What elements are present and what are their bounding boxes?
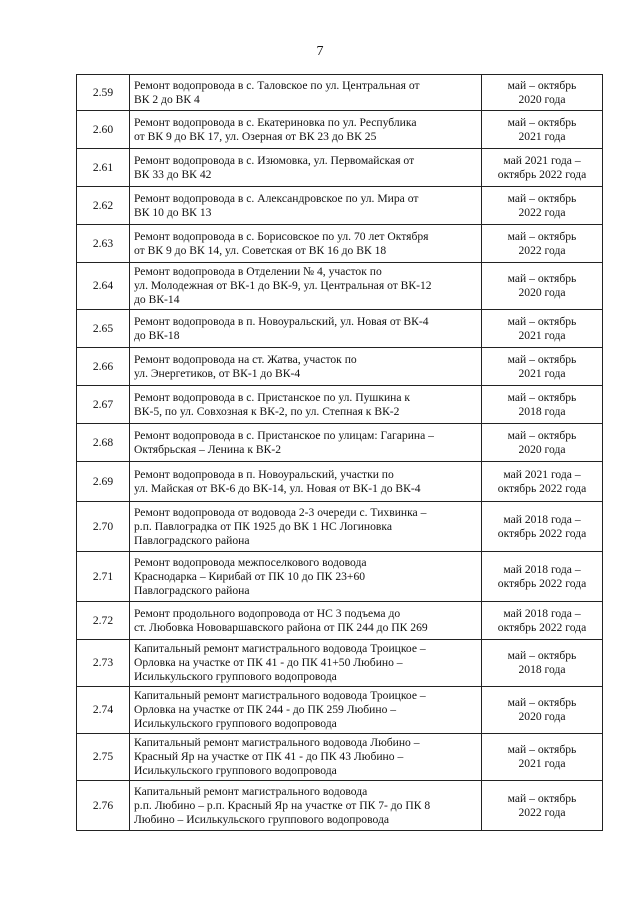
work-description-line: ул. Майская от ВК-6 до ВК-14, ул. Новая от ВК-1 до ВК-4 xyxy=(134,481,421,495)
work-description-line: Ремонт водопровода в п. Новоуральский, ул. Новая от ВК-4 xyxy=(134,314,429,328)
work-description-line: от ВК 9 до ВК 14, ул. Советская от ВК 16 до ВК 18 xyxy=(134,243,387,257)
work-term-line: октябрь 2022 года xyxy=(497,167,587,181)
table-row xyxy=(77,552,603,602)
row-number-cell: 2.74 xyxy=(77,687,130,734)
work-description-cell xyxy=(130,149,482,187)
work-term-line: май – октябрь xyxy=(507,428,577,442)
row-number-cell: 2.62 xyxy=(77,187,130,225)
work-term-line: май 2021 года – xyxy=(503,467,581,481)
work-description-line: Октябрьская – Ленина к ВК-2 xyxy=(134,442,281,456)
work-description-cell xyxy=(130,111,482,149)
work-term-line: 2021 года xyxy=(518,129,566,143)
table-row xyxy=(77,462,603,502)
work-description-cell xyxy=(130,462,482,502)
work-term-line: 2021 года xyxy=(518,757,566,770)
work-description-cell xyxy=(130,781,482,831)
work-term-line: май – октябрь xyxy=(507,272,577,285)
work-term-cell xyxy=(482,687,603,734)
work-description-line: Ремонт водопровода в с. Пристанское по улицам: Гагарина – xyxy=(134,428,434,442)
work-term-line: 2020 года xyxy=(518,442,566,456)
work-term-cell xyxy=(482,424,603,462)
work-description-line: Ремонт водопровода в с. Борисовское по ул. 70 лет Октября xyxy=(134,229,429,243)
work-description-cell xyxy=(130,187,482,225)
work-description-cell xyxy=(130,225,482,263)
table-row xyxy=(77,187,603,225)
work-description-cell xyxy=(130,424,482,462)
work-description-cell xyxy=(130,502,482,552)
work-description-line: Исилькульского группового водопровода xyxy=(134,717,337,730)
work-term-line: 2022 года xyxy=(518,805,566,819)
work-term-line: май – октябрь xyxy=(507,115,577,129)
work-term-cell xyxy=(482,263,603,310)
work-term-line: май – октябрь xyxy=(507,78,577,92)
row-number-cell: 2.65 xyxy=(77,310,130,348)
work-description-cell xyxy=(130,310,482,348)
work-term-line: 2020 года xyxy=(518,286,566,299)
work-term-line: май – октябрь xyxy=(507,314,577,328)
work-term-cell xyxy=(482,386,603,424)
work-description-line: до ВК-18 xyxy=(134,328,180,342)
work-description-line: Павлоградского района xyxy=(134,533,250,547)
row-number-cell: 2.69 xyxy=(77,462,130,502)
work-description-line: Ремонт водопровода в с. Таловское по ул. Центральная от xyxy=(134,78,420,92)
row-number-cell: 2.73 xyxy=(77,640,130,687)
table-row xyxy=(77,502,603,552)
row-number-cell: 2.72 xyxy=(77,602,130,640)
work-term-line: октябрь 2022 года xyxy=(497,620,587,634)
table-row xyxy=(77,263,603,310)
work-term-cell xyxy=(482,552,603,602)
row-number-cell: 2.70 xyxy=(77,502,130,552)
work-term-line: май – октябрь xyxy=(507,649,577,662)
row-number-cell: 2.68 xyxy=(77,424,130,462)
work-term-line: май – октябрь xyxy=(507,390,577,404)
table-row xyxy=(77,225,603,263)
table-row xyxy=(77,386,603,424)
row-number-cell: 2.71 xyxy=(77,552,130,602)
work-term-cell xyxy=(482,75,603,111)
work-term-cell xyxy=(482,602,603,640)
work-description-cell xyxy=(130,552,482,602)
work-description-line: р.п. Павлоградка от ПК 1925 до ВК 1 НС Логиновка xyxy=(134,519,392,533)
table-row xyxy=(77,781,603,831)
table-row xyxy=(77,111,603,149)
work-description-line: ВК 10 до ВК 13 xyxy=(134,205,212,219)
work-description-line: ул. Молодежная от ВК-1 до ВК-9, ул. Центральная от ВК-12 xyxy=(134,279,432,292)
table-row xyxy=(77,640,603,687)
work-term-line: 2021 года xyxy=(518,366,566,380)
work-term-cell xyxy=(482,225,603,263)
work-term-line: май – октябрь xyxy=(507,696,577,709)
work-term-line: май 2021 года – xyxy=(503,153,581,167)
work-description-cell xyxy=(130,386,482,424)
work-description-line: Ремонт водопровода в с. Александровское по ул. Мира от xyxy=(134,191,419,205)
work-description-line: Капитальный ремонт магистрального водовода Троицкое – xyxy=(134,689,426,702)
row-number-cell: 2.76 xyxy=(77,781,130,831)
work-description-line: Ремонт водопровода на ст. Жатва, участок по xyxy=(134,352,357,366)
work-description-line: Павлоградского района xyxy=(134,583,250,597)
work-term-line: 2022 года xyxy=(518,243,566,257)
table-row xyxy=(77,734,603,781)
work-term-line: 2020 года xyxy=(518,710,566,723)
row-number-cell: 2.64 xyxy=(77,263,130,310)
page-number: 7 xyxy=(316,44,324,59)
work-description-line: Любино – Исилькульского группового водопровода xyxy=(134,812,390,826)
work-description-line: Орловка на участке от ПК 244 - до ПК 259 Любино – xyxy=(134,703,397,716)
work-term-cell xyxy=(482,462,603,502)
row-number-cell: 2.61 xyxy=(77,149,130,187)
table-body xyxy=(77,75,603,831)
work-term-cell xyxy=(482,640,603,687)
work-description-line: Исилькульского группового водопровода xyxy=(134,764,337,777)
work-term-line: май – октябрь xyxy=(507,352,577,366)
work-term-line: май – октябрь xyxy=(507,191,577,205)
work-term-line: май – октябрь xyxy=(507,229,577,243)
row-number-cell: 2.59 xyxy=(77,75,130,111)
work-term-line: 2022 года xyxy=(518,205,566,219)
work-description-line: от ВК 9 до ВК 17, ул. Озерная от ВК 23 до ВК 25 xyxy=(134,129,377,143)
table-row xyxy=(77,149,603,187)
work-term-line: май 2018 года – xyxy=(503,562,581,576)
work-description-line: до ВК-14 xyxy=(134,293,180,306)
work-description-line: Ремонт водопровода в с. Пристанское по ул. Пушкина к xyxy=(134,390,411,404)
work-term-line: октябрь 2022 года xyxy=(497,481,587,495)
works-table xyxy=(76,74,603,831)
table-row xyxy=(77,424,603,462)
work-description-cell xyxy=(130,687,482,734)
work-description-line: р.п. Любино – р.п. Красный Яр на участке от ПК 7- до ПК 8 xyxy=(134,798,431,812)
work-term-cell xyxy=(482,781,603,831)
work-description-line: ВК 33 до ВК 42 xyxy=(134,167,212,181)
table-row xyxy=(77,687,603,734)
work-term-line: 2018 года xyxy=(518,663,566,676)
work-term-cell xyxy=(482,734,603,781)
work-description-line: ул. Энергетиков, от ВК-1 до ВК-4 xyxy=(134,366,301,380)
work-description-line: Исилькульского группового водопровода xyxy=(134,670,337,683)
work-term-cell xyxy=(482,111,603,149)
work-description-line: Красный Яр на участке от ПК 41 - до ПК 43 Любино – xyxy=(134,750,404,763)
work-description-line: Ремонт водопровода в Отделении № 4, участок по xyxy=(134,265,382,278)
work-description-line: Капитальный ремонт магистрального водовода Троицкое – xyxy=(134,642,426,655)
work-description-cell xyxy=(130,348,482,386)
work-description-line: Орловка на участке от ПК 41 - до ПК 41+50 Любино – xyxy=(134,656,403,669)
row-number-cell: 2.75 xyxy=(77,734,130,781)
table-row xyxy=(77,75,603,111)
work-description-line: Ремонт продольного водопровода от НС 3 подъема до xyxy=(134,606,401,620)
work-term-line: 2021 года xyxy=(518,328,566,342)
work-description-cell xyxy=(130,263,482,310)
row-number-cell: 2.63 xyxy=(77,225,130,263)
row-number-cell: 2.67 xyxy=(77,386,130,424)
work-term-line: 2018 года xyxy=(518,404,566,418)
work-description-line: Капитальный ремонт магистрального водовода xyxy=(134,784,368,798)
work-description-line: ВК-5, по ул. Совхозная к ВК-2, по ул. Степная к ВК-2 xyxy=(134,404,400,418)
work-term-cell xyxy=(482,187,603,225)
work-description-line: ВК 2 до ВК 4 xyxy=(134,92,200,106)
work-term-cell xyxy=(482,348,603,386)
table-row xyxy=(77,602,603,640)
work-description-line: Капитальный ремонт магистрального водовода Любино – xyxy=(134,736,420,749)
work-description-line: Ремонт водопровода от водовода 2-3 очереди с. Тихвинка – xyxy=(134,505,427,519)
work-term-line: май – октябрь xyxy=(507,791,577,805)
work-term-line: октябрь 2022 года xyxy=(497,576,587,590)
work-description-cell xyxy=(130,640,482,687)
work-term-cell xyxy=(482,310,603,348)
work-term-line: май 2018 года – xyxy=(503,512,581,526)
work-term-line: май – октябрь xyxy=(507,743,577,756)
work-description-line: Ремонт водопровода в п. Новоуральский, участки по xyxy=(134,467,394,481)
work-term-line: май 2018 года – xyxy=(503,606,581,620)
work-description-line: ст. Любовка Нововаршавского района от ПК 244 до ПК 269 xyxy=(134,620,428,634)
row-number-cell: 2.60 xyxy=(77,111,130,149)
work-description-cell xyxy=(130,734,482,781)
work-description-line: Ремонт водопровода в с. Екатериновка по ул. Республика xyxy=(134,115,417,129)
table-row xyxy=(77,348,603,386)
work-description-cell xyxy=(130,75,482,111)
work-term-cell xyxy=(482,502,603,552)
table-row xyxy=(77,310,603,348)
work-term-cell xyxy=(482,149,603,187)
work-description-line: Ремонт водопровода межпоселкового водовода xyxy=(134,555,367,569)
work-description-line: Ремонт водопровода в с. Изюмовка, ул. Первомайская от xyxy=(134,153,415,167)
work-term-line: октябрь 2022 года xyxy=(497,526,587,540)
work-description-cell xyxy=(130,602,482,640)
work-term-line: 2020 года xyxy=(518,92,566,106)
work-description-line: Краснодарка – Кирибай от ПК 10 до ПК 23+60 xyxy=(134,569,366,583)
row-number-cell: 2.66 xyxy=(77,348,130,386)
